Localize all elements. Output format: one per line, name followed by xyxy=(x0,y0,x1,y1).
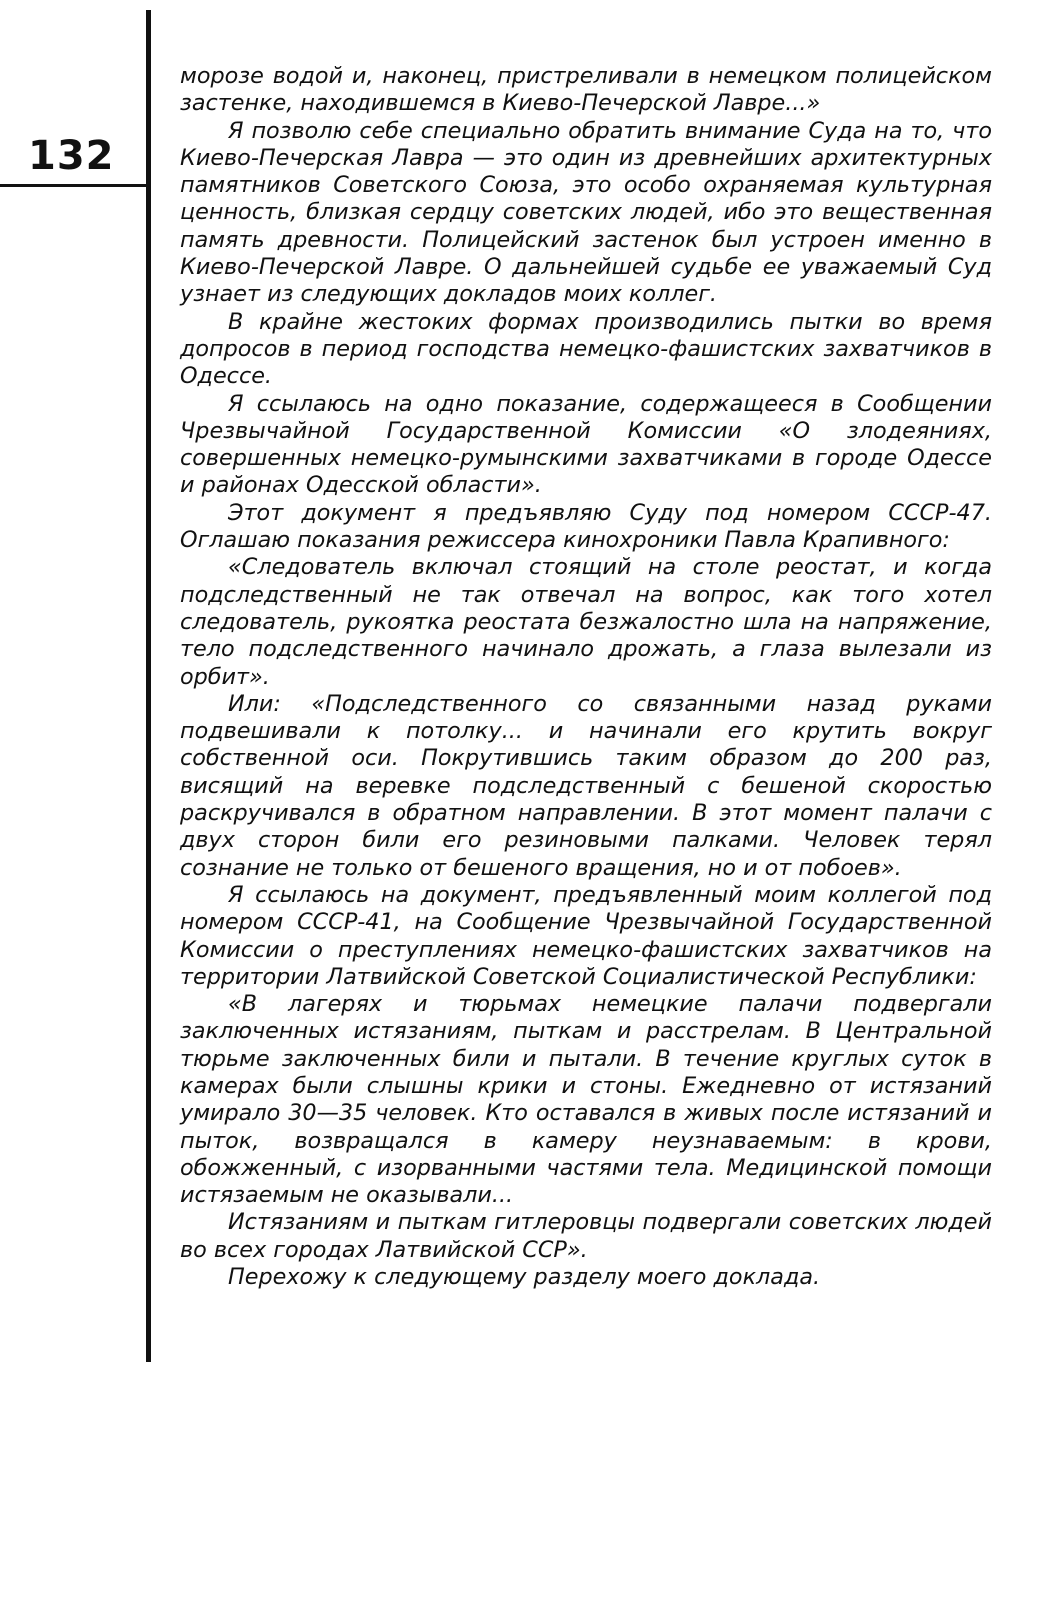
paragraph-10: Истязаниям и пыткам гитлеровцы подвергали советских людей во всех городах Латвийской ССР». xyxy=(180,1209,992,1263)
paragraph-1: морозе водой и, наконец, пристреливали в немецком полицейском застенке, находившемся в Киево-Печерской Лавре...» xyxy=(180,63,992,117)
paragraph-6: «Следователь включал стоящий на столе реостат, и когда подследственный не так отвечал на вопрос, как того хотел следователь, рукоятка реостата безжалостно шла на напряжение, тело подследственного начинало дрожать, а глаза вылезали из орбит». xyxy=(180,554,992,690)
paragraph-3: В крайне жестоких формах производились пытки во время допросов в период господства немецко-фашистских захватчиков в Одессе. xyxy=(180,308,992,390)
page-number-rule xyxy=(0,184,150,187)
body-text xyxy=(180,63,992,1291)
paragraph-9: «В лагерях и тюрьмах немецкие палачи подвергали заключенных истязаниям, пыткам и расстрелам. В Центральной тюрьме заключенных били и пытали. В течение круглых суток в камерах были слышны крики и стоны. Ежедневно от истязаний умирало 30—35 человек. Кто оставался в живых после истязаний и пыток, возвращался в камеру неузнаваемым: в крови, обожженный, с изорванными частями тела. Медицинской помощи истязаемым не оказывали... xyxy=(180,991,992,1209)
paragraph-11: Перехожу к следующему разделу моего доклада. xyxy=(228,1264,821,1291)
paragraph-2: Я позволю себе специально обратить внимание Суда на то, что Киево-Печерская Лавра — это один из древнейших архитектурных памятников Советского Союза, это особо охраняемая культурная ценность, близкая сердцу советских людей, ибо это вещественная память древности. Полицейский застенок был устроен именно в Киево-Печерской Лавре. О дальнейшей судьбе ее уважаемый Суд узнает из следующих докладов моих коллег. xyxy=(180,117,992,308)
paragraph-4: Я ссылаюсь на одно показание, содержащееся в Сообщении Чрезвычайной Государственной Комиссии «О злодеяниях, совершенных немецко-румынскими захватчиками в городе Одессе и районах Одесской области». xyxy=(180,390,992,499)
page-number: 132 xyxy=(28,133,115,179)
paragraph-8: Я ссылаюсь на документ, предъявленный моим коллегой под номером СССР-41, на Сообщение Чрезвычайной Государственной Комиссии о преступлениях немецко-фашистских захватчиков на территории Латвийской Советской Социалистической Республики: xyxy=(180,881,992,990)
paragraph-5: Этот документ я предъявляю Суду под номером СССР-47. Оглашаю показания режиссера кинохроники Павла Крапивного: xyxy=(180,499,992,554)
margin-rule xyxy=(146,10,151,1362)
paragraph-7: Или: «Подследственного со связанными назад руками подвешивали к потолку... и начинали его крутить вокруг собственной оси. Покрутившись таким образом до 200 раз, висящий на веревке подследственный с бешеной скоростью раскручивался в обратном направлении. В этот момент палачи с двух сторон били его резиновыми палками. Человек терял сознание не только от бешеного вращения, но и от побоев». xyxy=(180,690,992,881)
